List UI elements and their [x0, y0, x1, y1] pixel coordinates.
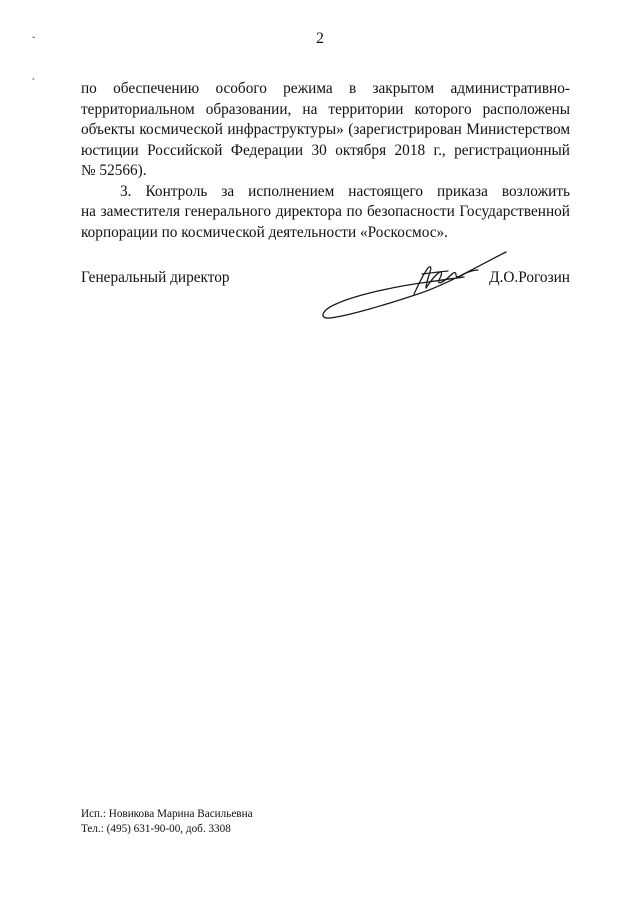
executor-name: Исп.: Новикова Марина Васильевна: [81, 808, 253, 820]
scan-mark: ˛: [32, 70, 36, 81]
executor-info: [81, 807, 253, 837]
signatory-name: Д.О.Рогозин: [489, 269, 570, 286]
scan-mark: ˇ: [32, 36, 36, 47]
text-line: корпорации по космической деятельности «Роскосмос».: [81, 223, 449, 241]
signatory-title: Генеральный директор: [81, 269, 230, 286]
text-line: 3. Контроль за исполнением настоящего приказа возложить: [120, 182, 570, 200]
text-line: № 52566).: [81, 162, 147, 179]
text-line: по обеспечению особого режима в закрытом административно-: [81, 80, 570, 97]
text-line: объекты космической инфраструктуры» (зарегистрирован Министерством: [81, 121, 570, 138]
text-line: территориальном образовании, на территории которого расположены: [81, 100, 570, 118]
paragraph-item-3: [81, 182, 570, 244]
page-number: 2: [316, 30, 324, 47]
handwritten-signature: [318, 244, 518, 326]
paragraph-continuation: [81, 79, 570, 182]
executor-phone: Тел.: (495) 631-90-00, доб. 3308: [81, 823, 231, 835]
document-body: [81, 79, 570, 243]
text-line: на заместителя генерального директора по безопасности Государственной: [81, 203, 570, 220]
text-line: юстиции Российской Федерации 30 октября 2018 г., регистрационный: [81, 141, 570, 159]
